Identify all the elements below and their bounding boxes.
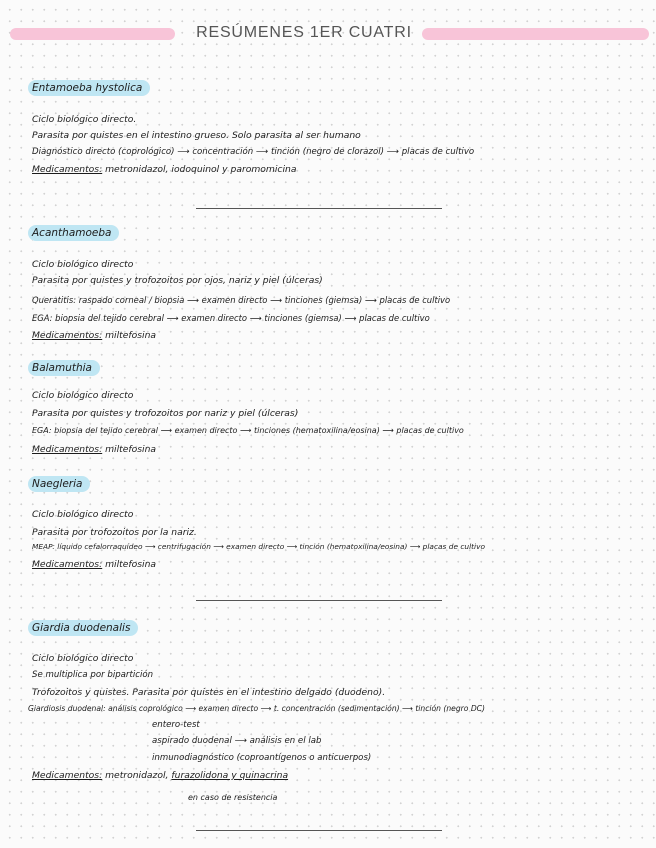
medication-label: Medicamentos: bbox=[32, 330, 103, 341]
title-highlight-right bbox=[422, 28, 649, 40]
medication-line bbox=[32, 559, 156, 570]
text-line: inmunodiagnóstico (coproantígenos o anticuerpos) bbox=[152, 753, 372, 763]
medication-alternative: furazolidona y quinacrina bbox=[171, 770, 289, 781]
medication-text: metronidazol, iodoquinol y paromomicina bbox=[102, 164, 297, 175]
section-divider bbox=[196, 830, 442, 831]
text-line: EGA: biopsia del tejido cerebral ⟶ examen directo ⟶ tinciones (hematoxilina/eosina) ⟶ placas de cultivo bbox=[32, 426, 464, 435]
resistance-note: en caso de resistencia bbox=[188, 793, 278, 802]
section-heading: Giardia duodenalis bbox=[28, 620, 138, 636]
medication-line bbox=[32, 164, 296, 175]
text-line: Ciclo biológico directo bbox=[32, 653, 134, 664]
medication-text: miltefosina bbox=[102, 330, 157, 341]
text-line: Parasita por quistes y trofozoitos por ojos, nariz y piel (úlceras) bbox=[32, 275, 323, 286]
text-line: aspirado duodenal ⟶ análisis en el lab bbox=[152, 736, 322, 746]
medication-text: miltefosina bbox=[102, 444, 157, 455]
text-line: Parasita por trofozoitos por la nariz. bbox=[32, 527, 197, 538]
medication-label: Medicamentos: bbox=[32, 559, 103, 570]
medication-line bbox=[32, 444, 156, 455]
section-divider bbox=[196, 600, 442, 601]
medication-label: Medicamentos: bbox=[32, 164, 103, 175]
medication-text: miltefosina bbox=[102, 559, 157, 570]
text-line: entero-test bbox=[152, 720, 200, 730]
title-bar bbox=[0, 22, 656, 50]
section-heading: Naegleria bbox=[28, 476, 90, 492]
text-line: Trofozoitos y quistes. Parasita por quistes en el intestino delgado (duodeno). bbox=[32, 687, 386, 698]
page-title: RESÚMENES 1ER CUATRI bbox=[196, 24, 412, 41]
text-line: EGA: biopsia del tejido cerebral ⟶ examen directo ⟶ tinciones (giemsa) ⟶ placas de cultivo bbox=[32, 313, 430, 323]
text-line: Ciclo biológico directo. bbox=[32, 114, 137, 125]
medication-text: metronidazol, bbox=[102, 770, 172, 781]
text-line: Se multiplica por bipartición bbox=[32, 670, 154, 680]
section-divider bbox=[196, 208, 442, 209]
section-heading: Acanthamoeba bbox=[28, 225, 119, 241]
medication-line bbox=[32, 330, 156, 341]
section-heading: Entamoeba hystolica bbox=[28, 80, 150, 96]
text-line: Giardiosis duodenal: análisis coprológico ⟶ examen directo ⟶ t. concentración (sedimentación) ⟶ tinción (negro DC) bbox=[28, 704, 485, 713]
text-line: Ciclo biológico directo bbox=[32, 509, 134, 520]
text-line: Parasita por quistes y trofozoitos por nariz y piel (úlceras) bbox=[32, 408, 299, 419]
text-line: Ciclo biológico directo bbox=[32, 259, 134, 270]
text-line: Ciclo biológico directo bbox=[32, 390, 134, 401]
text-line: Parasita por quistes en el intestino grueso. Solo parasita al ser humano bbox=[32, 130, 361, 141]
text-line: MEAP: líquido cefalorraquídeo ⟶ centrifugación ⟶ examen directo ⟶ tinción (hematoxilina/eosina) ⟶ placas de cultivo bbox=[32, 542, 485, 551]
text-line: Diagnóstico directo (coprológico) ⟶ concentración ⟶ tinción (negro de clorazol) ⟶ placas de cultivo bbox=[32, 147, 475, 157]
medication-label: Medicamentos: bbox=[32, 444, 103, 455]
medication-line bbox=[32, 770, 288, 781]
title-highlight-left bbox=[10, 28, 175, 40]
text-line: Queratitis: raspado corneal / biopsia ⟶ examen directo ⟶ tinciones (giemsa) ⟶ placas de cultivo bbox=[32, 295, 451, 305]
section-heading: Balamuthia bbox=[28, 360, 100, 376]
medication-label: Medicamentos: bbox=[32, 770, 103, 781]
